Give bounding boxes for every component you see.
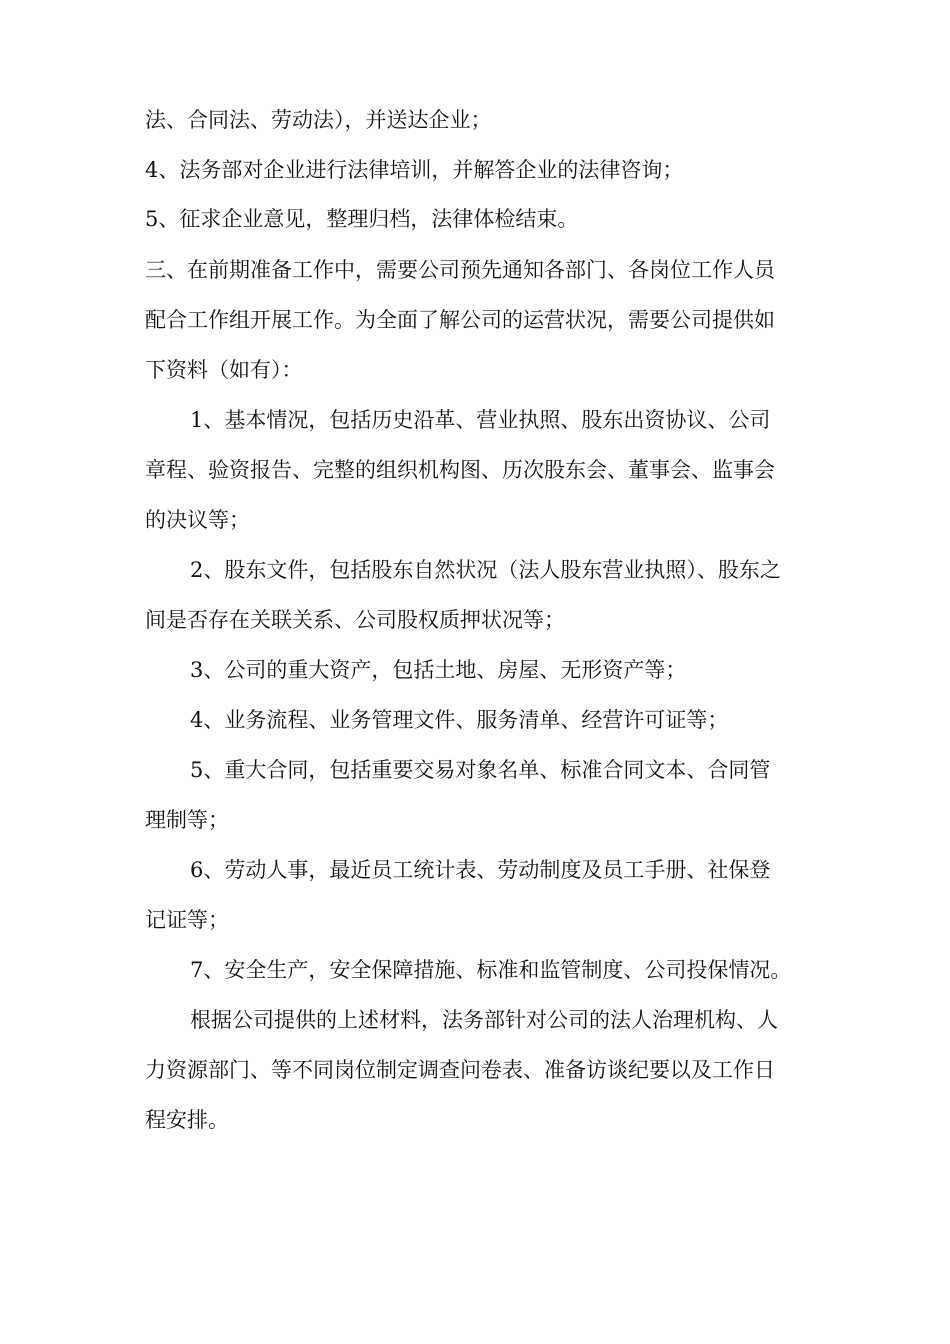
text-line: 三、在前期准备工作中，需要公司预先通知各部门、各岗位工作人员 bbox=[145, 258, 775, 282]
text-line: 理制等； bbox=[145, 808, 229, 832]
text-line: 的决议等； bbox=[145, 508, 250, 532]
text-line: 5、征求企业意见，整理归档，法律体检结束。 bbox=[145, 207, 579, 231]
text-line: 根据公司提供的上述材料，法务部针对公司的法人治理机构、人 bbox=[190, 1008, 778, 1032]
text-line: 1、基本情况，包括历史沿革、营业执照、股东出资协议、公司 bbox=[190, 408, 771, 432]
text-line: 记证等； bbox=[145, 908, 229, 932]
text-line: 7、安全生产，安全保障措施、标准和监管制度、公司投保情况。 bbox=[190, 958, 792, 982]
text-line: 2、股东文件，包括股东自然状况（法人股东营业执照）、股东之 bbox=[190, 558, 781, 582]
text-line: 下资料（如有）： bbox=[145, 358, 303, 382]
text-line: 4、法务部对企业进行法律培训，并解答企业的法律咨询； bbox=[145, 158, 684, 182]
text-line: 力资源部门、等不同岗位制定调查问卷表、准备访谈纪要以及工作日 bbox=[145, 1058, 775, 1082]
text-line: 3、公司的重大资产，包括土地、房屋、无形资产等； bbox=[190, 658, 687, 682]
text-line: 法、合同法、劳动法），并送达企业； bbox=[145, 108, 492, 132]
text-line: 6、劳动人事，最近员工统计表、劳动制度及员工手册、社保登 bbox=[190, 858, 771, 882]
text-line: 程安排。 bbox=[145, 1108, 229, 1132]
text-line: 配合工作组开展工作。为全面了解公司的运营状况，需要公司提供如 bbox=[145, 308, 775, 332]
text-line: 4、业务流程、业务管理文件、服务清单、经营许可证等； bbox=[190, 708, 729, 732]
text-line: 间是否存在关联关系、公司股权质押状况等； bbox=[145, 608, 565, 632]
text-line: 章程、验资报告、完整的组织机构图、历次股东会、董事会、监事会 bbox=[145, 458, 775, 482]
text-line: 5、重大合同，包括重要交易对象名单、标准合同文本、合同管 bbox=[190, 758, 771, 782]
